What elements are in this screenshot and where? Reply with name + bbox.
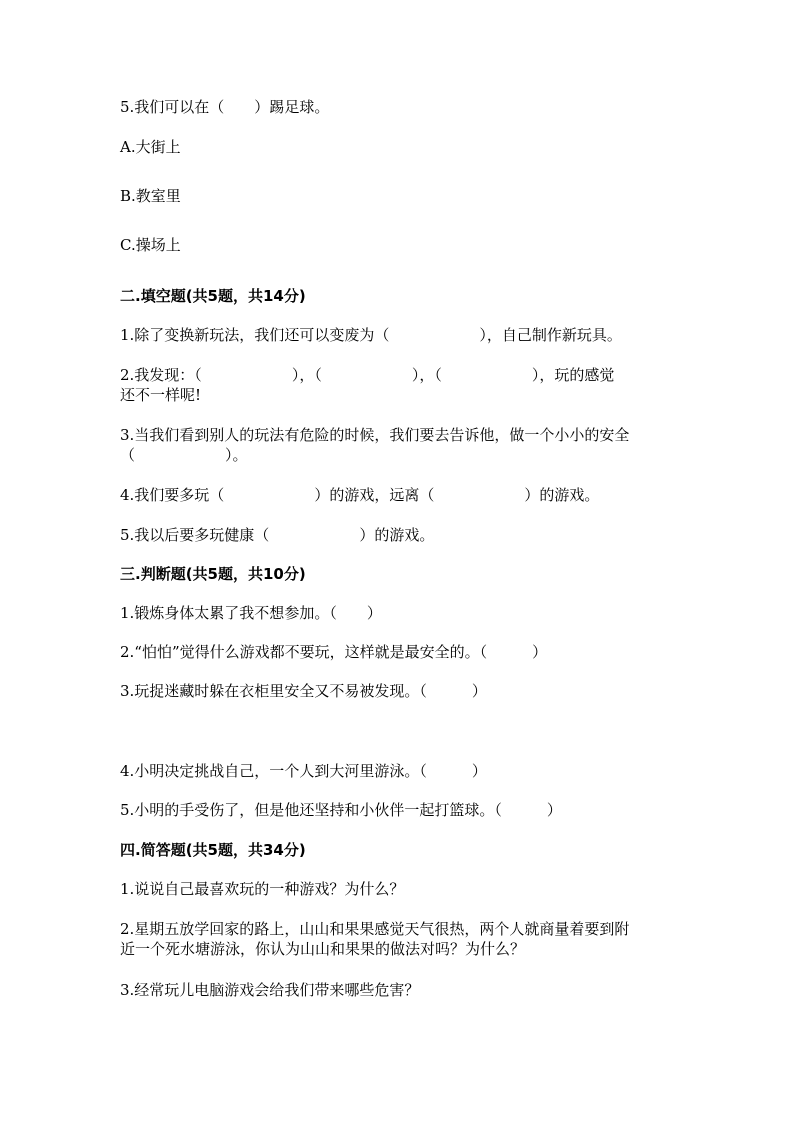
fill-in-question-5: 5.我以后要多玩健康（ ）的游戏。 xyxy=(120,526,435,544)
true-false-question-1: 1.锻炼身体太累了我不想参加。（ ） xyxy=(120,604,382,622)
section-heading-true-false: 三.判断题(共5题，共10分) xyxy=(120,565,306,583)
short-answer-question-2-continued: 近一个死水塘游泳，你认为山山和果果的做法对吗？为什么？ xyxy=(120,940,526,958)
question-stem: 5.我们可以在（ ）踢足球。 xyxy=(120,98,330,116)
true-false-question-5: 5.小明的手受伤了，但是他还坚持和小伙伴一起打篮球。（ ） xyxy=(120,801,562,819)
section-heading-short-answer: 四.简答题(共5题，共34分) xyxy=(120,841,306,859)
fill-in-question-2-continued: 还不一样呢! xyxy=(120,386,202,404)
true-false-question-3: 3.玩捉迷藏时躲在衣柜里安全又不易被发现。（ ） xyxy=(120,682,487,700)
option-c: C.操场上 xyxy=(120,236,181,254)
fill-in-question-3: 3.当我们看到别人的玩法有危险的时候，我们要去告诉他，做一个小小的安全 xyxy=(120,426,630,444)
fill-in-question-3-continued: （ ）。 xyxy=(120,446,248,464)
option-a: A.大街上 xyxy=(120,138,181,156)
short-answer-question-3: 3.经常玩儿电脑游戏会给我们带来哪些危害？ xyxy=(120,981,420,999)
section-heading-fill-in: 二.填空题(共5题，共14分) xyxy=(120,287,306,305)
short-answer-question-1: 1.说说自己最喜欢玩的一种游戏？为什么？ xyxy=(120,880,405,898)
true-false-question-2: 2.“怕怕”觉得什么游戏都不要玩，这样就是最安全的。（ ） xyxy=(120,643,548,661)
true-false-question-4: 4.小明决定挑战自己，一个人到大河里游泳。（ ） xyxy=(120,762,487,780)
fill-in-question-1: 1.除了变换新玩法，我们还可以变废为（ ），自己制作新玩具。 xyxy=(120,326,622,344)
fill-in-question-4: 4.我们要多玩（ ）的游戏，远离（ ）的游戏。 xyxy=(120,486,600,504)
fill-in-question-2: 2.我发现：（ ），（ ），（ ），玩的感觉 xyxy=(120,366,615,384)
short-answer-question-2: 2.星期五放学回家的路上，山山和果果感觉天气很热，两个人就商量着要到附 xyxy=(120,920,630,938)
option-b: B.教室里 xyxy=(120,187,181,205)
